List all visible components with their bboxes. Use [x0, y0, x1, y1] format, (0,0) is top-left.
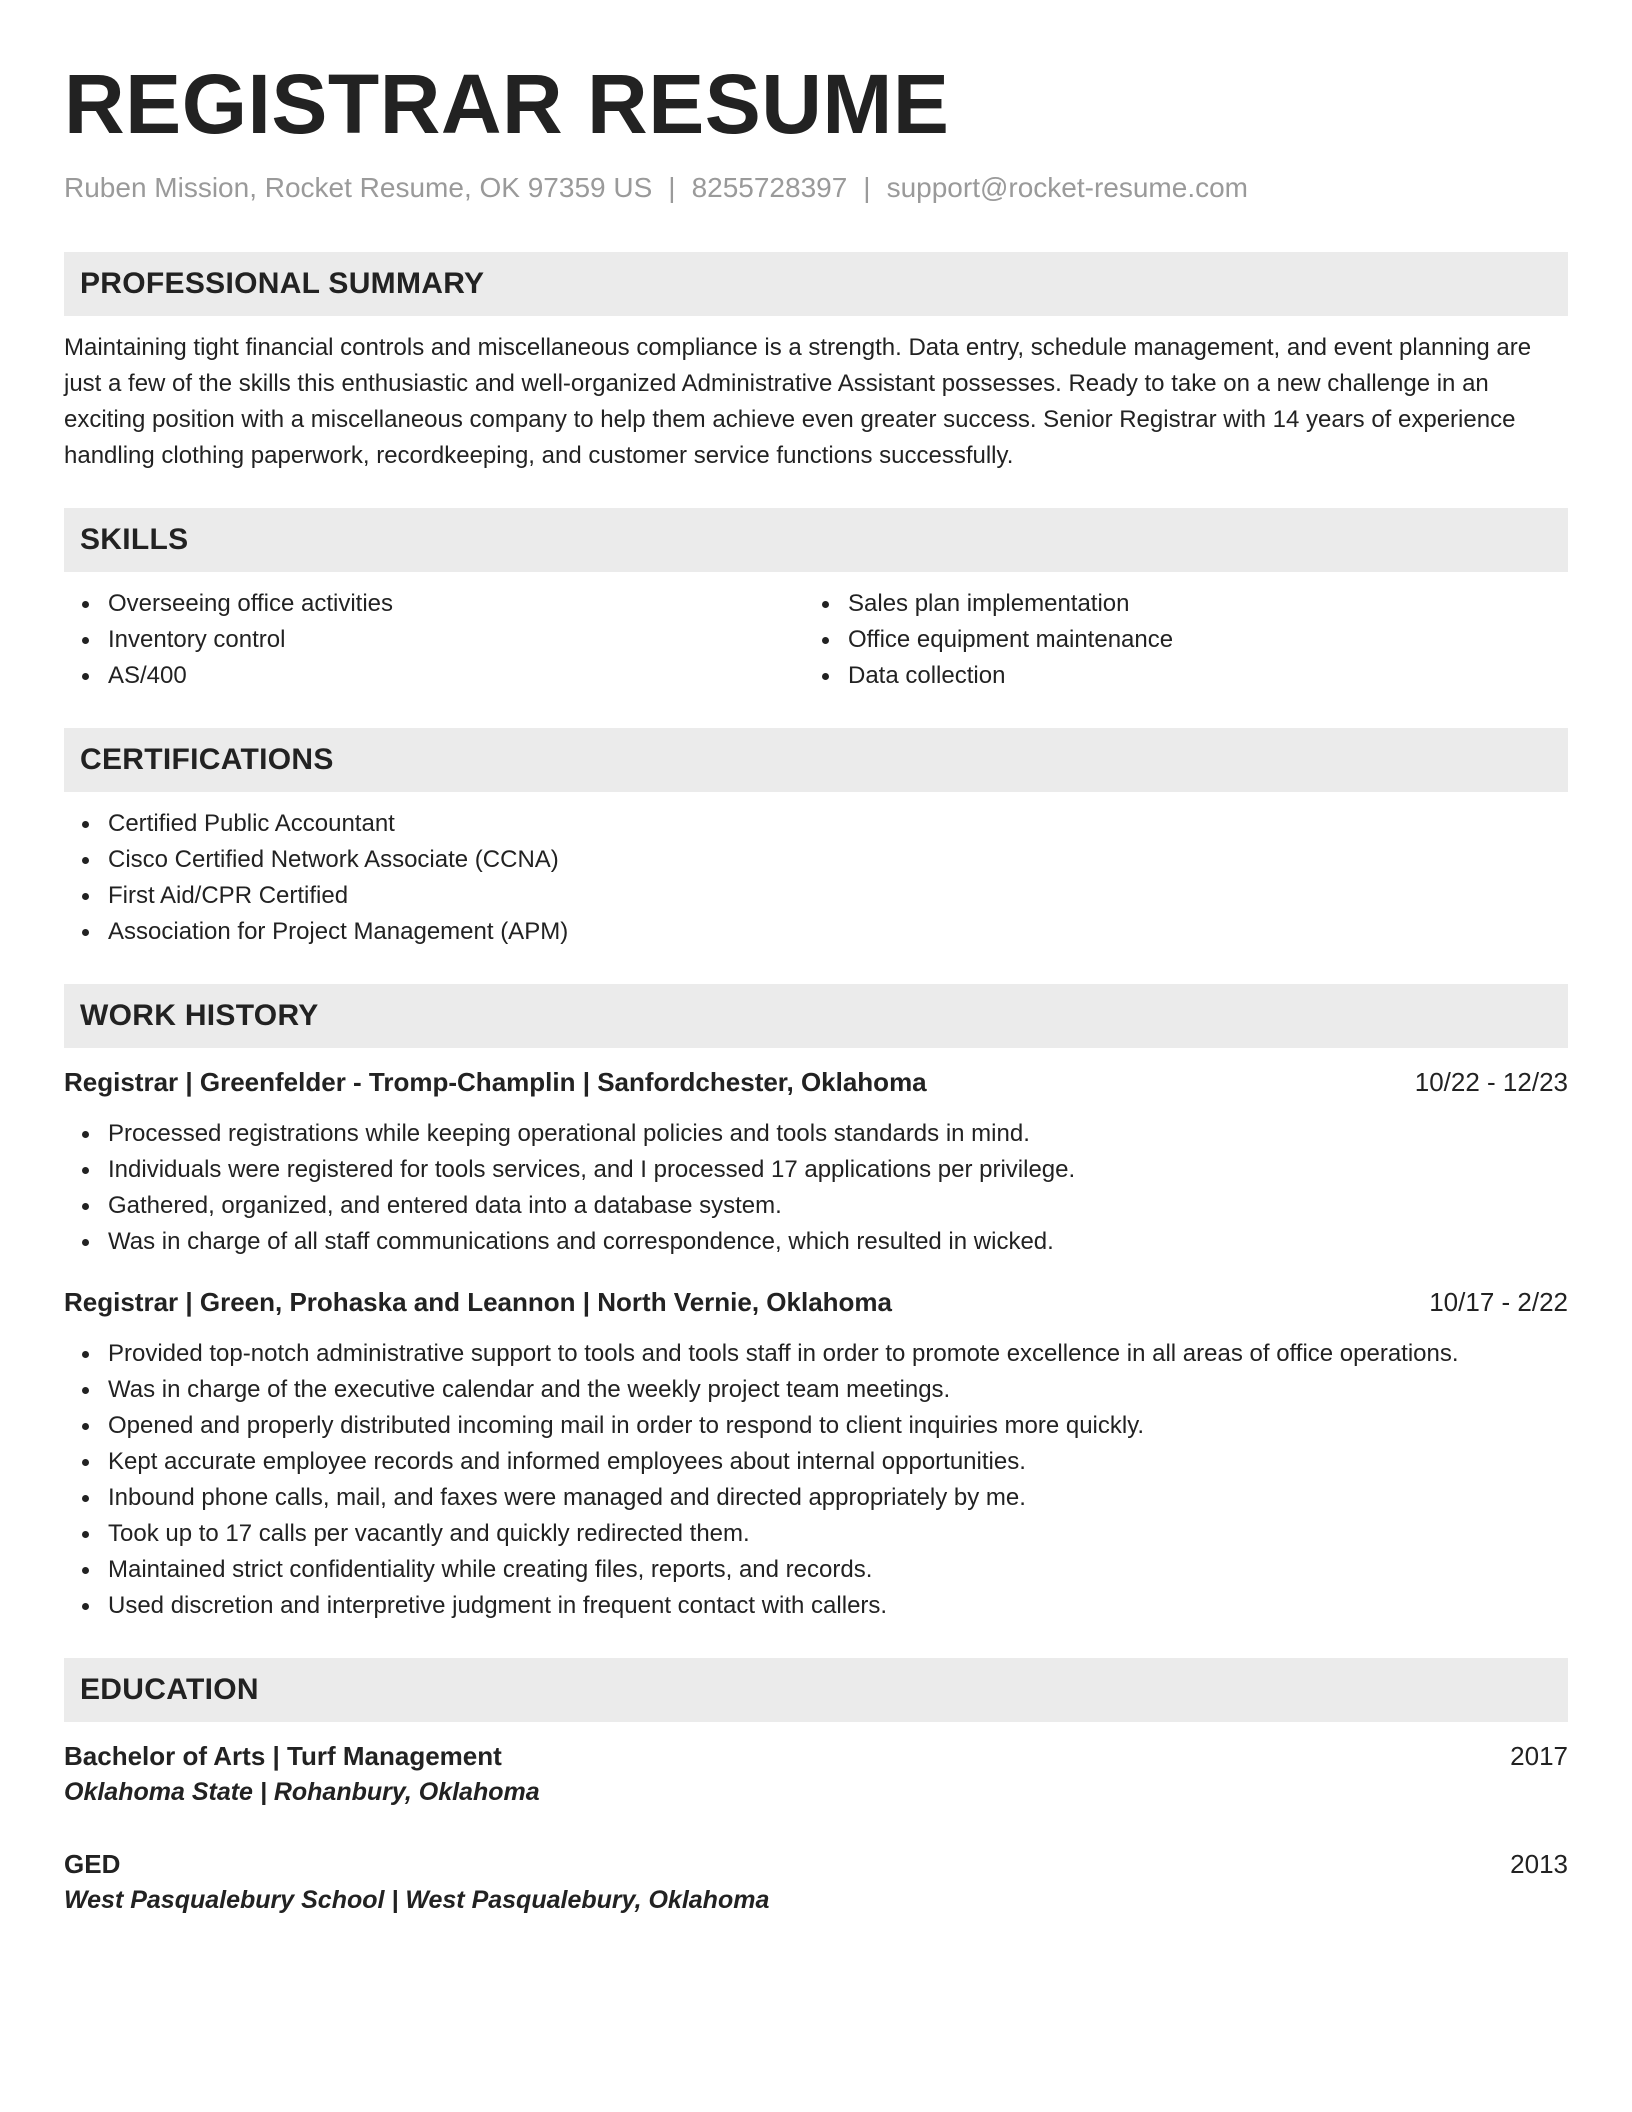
- job-bullet: Processed registrations while keeping operational policies and tools standards in mind.: [64, 1116, 1568, 1152]
- skills-section: [64, 508, 1568, 694]
- job-header: [64, 1064, 1568, 1100]
- summary-heading: PROFESSIONAL SUMMARY: [64, 252, 1568, 316]
- education-entry: [64, 1846, 1568, 1918]
- job-dates: 10/22 - 12/23: [1414, 1067, 1568, 1097]
- job-bullet: Was in charge of all staff communications and correspondence, which resulted in wicked.: [64, 1224, 1568, 1260]
- job-title: Registrar | Greenfelder - Tromp-Champlin | Sanfordchester, Oklahoma: [64, 1067, 927, 1097]
- education-header: [64, 1738, 1568, 1774]
- skill-item: Data collection: [804, 658, 1568, 694]
- summary-text: Maintaining tight financial controls and miscellaneous compliance is a strength. Data entry, schedule management, and event planning are just a few of the skills this enthusiastic and well-organized Administrative Assistant possesses. Ready to take on a new challenge in an exciting position with a miscellaneous company to help them achieve even greater success. Senior Registrar with 14 years of experience handling clothing paperwork, recordkeeping, and customer service functions successfully.: [64, 334, 1532, 469]
- certification-item: Association for Project Management (APM): [64, 914, 1568, 950]
- contact-address: Ruben Mission, Rocket Resume, OK 97359 US: [64, 172, 653, 203]
- job-bullet: Used discretion and interpretive judgment in frequent contact with callers.: [64, 1588, 1568, 1624]
- job-bullet: Was in charge of the executive calendar and the weekly project team meetings.: [64, 1372, 1568, 1408]
- certification-item: Cisco Certified Network Associate (CCNA): [64, 842, 1568, 878]
- education-year: 2013: [1510, 1849, 1568, 1879]
- job-bullet: Kept accurate employee records and informed employees about internal opportunities.: [64, 1444, 1568, 1480]
- job-bullet: Took up to 17 calls per vacantly and quickly redirected them.: [64, 1516, 1568, 1552]
- certifications-list: [64, 806, 1568, 950]
- summary-section: [64, 252, 1568, 474]
- education-heading: EDUCATION: [64, 1658, 1568, 1722]
- job-bullet: Provided top-notch administrative support to tools and tools staff in order to promote excellence in all areas of office operations.: [64, 1336, 1568, 1372]
- skills-grid: [64, 586, 1568, 694]
- contact-line: [64, 170, 1568, 206]
- skill-item: Office equipment maintenance: [804, 622, 1568, 658]
- resume-title: REGISTRAR RESUME: [64, 57, 950, 151]
- education-entry: [64, 1738, 1568, 1810]
- work-history-heading: WORK HISTORY: [64, 984, 1568, 1048]
- education-institution: Oklahoma State | Rohanbury, Oklahoma: [64, 1778, 540, 1806]
- education-section: [64, 1658, 1568, 1918]
- contact-separator: |: [668, 172, 676, 203]
- skills-list-right: [804, 586, 1568, 694]
- skill-item: AS/400: [64, 658, 804, 694]
- skill-item: Sales plan implementation: [804, 586, 1568, 622]
- job-bullet: Opened and properly distributed incoming mail in order to respond to client inquiries more quickly.: [64, 1408, 1568, 1444]
- certification-item: First Aid/CPR Certified: [64, 878, 1568, 914]
- job-bullets: [64, 1336, 1568, 1624]
- skill-item: Inventory control: [64, 622, 804, 658]
- education-year: 2017: [1510, 1741, 1568, 1771]
- job-bullet: Inbound phone calls, mail, and faxes were managed and directed appropriately by me.: [64, 1480, 1568, 1516]
- job-bullet: Maintained strict confidentiality while creating files, reports, and records.: [64, 1552, 1568, 1588]
- skills-heading: SKILLS: [64, 508, 1568, 572]
- skills-list-left: [64, 586, 804, 694]
- job-dates: 10/17 - 2/22: [1429, 1287, 1568, 1317]
- contact-email[interactable]: support@rocket-resume.com: [886, 172, 1249, 203]
- job-entry: [64, 1064, 1568, 1260]
- education-degree: GED: [64, 1849, 121, 1879]
- education-degree: Bachelor of Arts | Turf Management: [64, 1741, 502, 1771]
- skill-item: Overseeing office activities: [64, 586, 804, 622]
- job-entry: [64, 1284, 1568, 1624]
- certification-item: Certified Public Accountant: [64, 806, 1568, 842]
- certifications-section: [64, 728, 1568, 950]
- job-bullets: [64, 1116, 1568, 1260]
- work-history-section: [64, 984, 1568, 1624]
- certifications-heading: CERTIFICATIONS: [64, 728, 1568, 792]
- education-header: [64, 1846, 1568, 1882]
- job-title: Registrar | Green, Prohaska and Leannon | North Vernie, Oklahoma: [64, 1287, 893, 1317]
- job-bullet: Individuals were registered for tools services, and I processed 17 applications per privilege.: [64, 1152, 1568, 1188]
- contact-separator: |: [863, 172, 871, 203]
- job-bullet: Gathered, organized, and entered data into a database system.: [64, 1188, 1568, 1224]
- job-header: [64, 1284, 1568, 1320]
- contact-phone[interactable]: 8255728397: [691, 172, 848, 203]
- education-institution: West Pasqualebury School | West Pasqualebury, Oklahoma: [64, 1886, 770, 1914]
